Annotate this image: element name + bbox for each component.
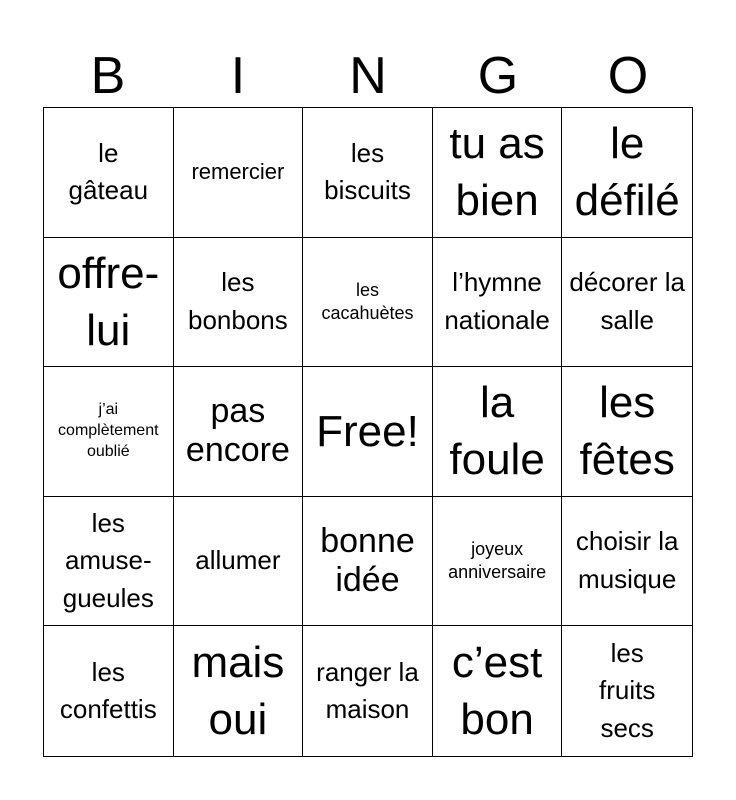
bingo-cell[interactable] xyxy=(562,626,692,756)
header-letter-b: B xyxy=(90,47,126,105)
bingo-cell[interactable] xyxy=(44,108,174,238)
cell-text: les amuse-gueules xyxy=(62,507,154,613)
bingo-cell[interactable] xyxy=(303,626,433,756)
bingo-cell[interactable] xyxy=(303,367,433,497)
bingo-cell[interactable] xyxy=(433,238,563,368)
bingo-cell[interactable] xyxy=(174,367,304,497)
cell-text: le gâteau xyxy=(68,137,149,206)
header-letter-o: O xyxy=(607,47,649,105)
cell-text: les bonbons xyxy=(188,267,288,335)
cell-text: joyeux anniversaire xyxy=(448,538,547,583)
bingo-cell[interactable] xyxy=(44,367,174,497)
bingo-cell[interactable] xyxy=(433,108,563,238)
bingo-cell[interactable] xyxy=(562,238,692,368)
header-letter-n: N xyxy=(349,47,387,105)
bingo-cell[interactable] xyxy=(174,497,304,627)
cell-text: remercier xyxy=(191,159,285,185)
cell-text: ranger la maison xyxy=(316,656,419,725)
bingo-board xyxy=(43,107,693,757)
cell-text: pas encore xyxy=(185,392,290,470)
cell-text: l’hymne nationale xyxy=(444,267,550,335)
bingo-cell[interactable] xyxy=(562,497,692,627)
bingo-cell[interactable] xyxy=(562,367,692,497)
cell-text: bonne idée xyxy=(320,522,415,600)
cell-text: décorer la salle xyxy=(569,267,685,335)
cell-text: choisir la musique xyxy=(575,526,679,595)
bingo-header xyxy=(43,44,693,108)
bingo-cell[interactable] xyxy=(44,497,174,627)
cell-text: les confettis xyxy=(59,656,157,725)
bingo-cell[interactable] xyxy=(303,108,433,238)
bingo-cell[interactable] xyxy=(174,108,304,238)
cell-text: les fêtes xyxy=(579,378,675,485)
bingo-cell[interactable] xyxy=(303,497,433,627)
bingo-cell[interactable] xyxy=(44,238,174,368)
cell-text: mais oui xyxy=(191,638,285,745)
header-letter-i: I xyxy=(230,47,246,105)
bingo-cell[interactable] xyxy=(562,108,692,238)
bingo-cell[interactable] xyxy=(174,626,304,756)
header-letter-g: G xyxy=(477,47,519,105)
bingo-cell[interactable] xyxy=(433,497,563,627)
cell-text: c’est bon xyxy=(451,638,543,745)
bingo-cell[interactable] xyxy=(174,238,304,368)
cell-text: le défilé xyxy=(574,119,680,226)
cell-text: offre-lui xyxy=(57,248,160,355)
cell-text: j’ai complètement oublié xyxy=(58,401,159,460)
bingo-cell[interactable] xyxy=(433,367,563,497)
cell-text: les biscuits xyxy=(324,137,411,206)
bingo-cell[interactable] xyxy=(433,626,563,756)
cell-text: tu as bien xyxy=(449,119,545,226)
cell-text: les cacahuètes xyxy=(321,279,414,323)
cell-text: allumer xyxy=(195,545,281,576)
bingo-cell[interactable] xyxy=(303,238,433,368)
cell-text: la foule xyxy=(449,378,545,485)
cell-text: les fruits secs xyxy=(599,637,656,744)
bingo-cell[interactable] xyxy=(44,626,174,756)
cell-text: Free! xyxy=(316,406,419,456)
